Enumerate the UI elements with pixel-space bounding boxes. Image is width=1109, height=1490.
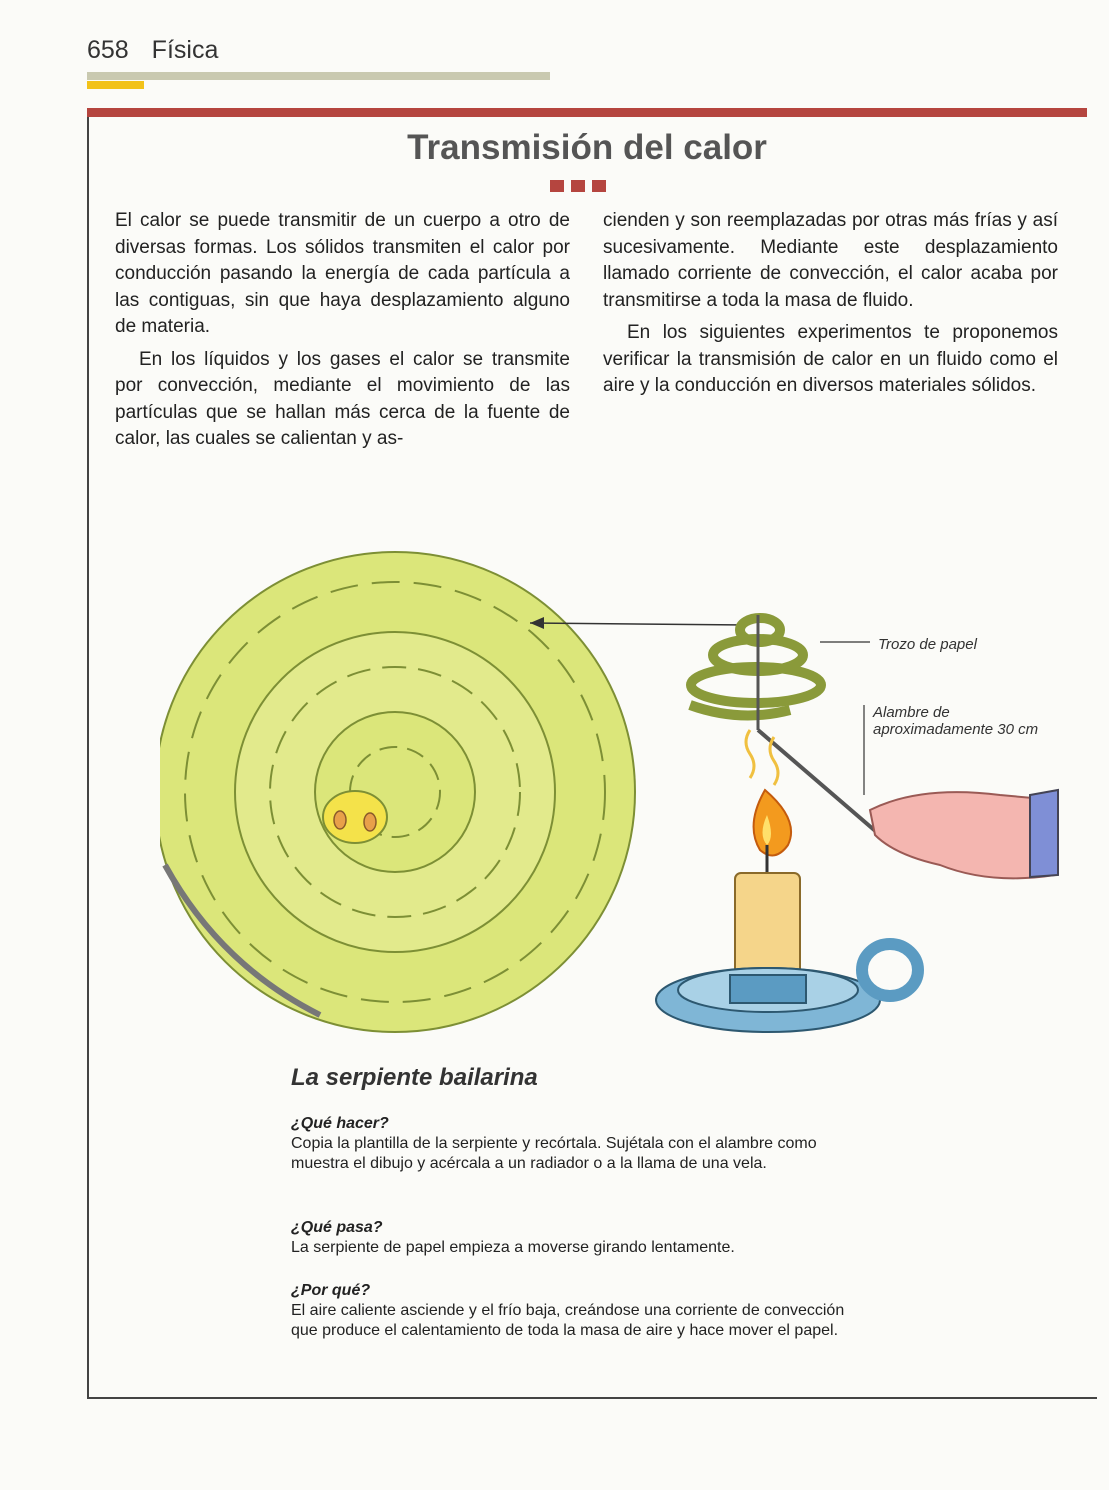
candle <box>735 873 800 983</box>
experiment-illustration <box>160 545 1060 1060</box>
experiment-step <box>291 1281 871 1341</box>
frame-top-border <box>87 108 1087 117</box>
header-accent <box>87 81 144 89</box>
paragraph: En los siguientes experimentos te proponemos verificar la transmisión de calor en un fluido como el aire y la conducción en diversos materiales sólidos. <box>603 322 1058 396</box>
answer: El aire caliente asciende y el frío baja, creándose una corriente de convección que produce el calentamiento de toda la masa de aire y hace mover el papel. <box>291 1302 845 1339</box>
paragraph: En los líquidos y los gases el calor se transmite por convección, mediante el movimiento de las partículas que se hallan más cerca de la fuente de calor, las cuales se calientan y as- <box>115 348 570 449</box>
hand <box>870 790 1058 878</box>
question: ¿Qué hacer? <box>291 1115 389 1132</box>
page-header <box>87 36 218 65</box>
flame <box>754 790 791 855</box>
label-wire: Alambre de aproximadamente 30 cm <box>873 704 1039 738</box>
paragraph: cienden y son reemplazadas por otras más frías y así sucesivamente. Mediante este desplazamiento llamado corriente de convección, el calor acaba por transmitirse a toda la masa de fluido. <box>603 210 1058 311</box>
answer: La serpiente de papel empieza a moverse girando lentamente. <box>291 1239 735 1256</box>
label-paper: Trozo de papel <box>878 636 977 653</box>
question: ¿Qué pasa? <box>291 1219 383 1236</box>
title-ornament <box>550 180 606 192</box>
text-column-1 <box>115 208 570 459</box>
page-title: Transmisión del calor <box>407 128 767 167</box>
paragraph: El calor se puede transmitir de un cuerpo a otro de diversas formas. Los sólidos transmiten el calor por conducción pasando la energía de cada partícula a las contiguas, sin que haya desplazamiento alguno de materia. <box>115 210 570 337</box>
frame-bottom-border <box>87 1397 1097 1399</box>
section-name: Física <box>151 36 219 64</box>
experiment-title: La serpiente bailarina <box>291 1064 538 1091</box>
answer: Copia la plantilla de la serpiente y recórtala. Sujétala con el alambre como muestra el dibujo y acércala a un radiador o a la llama de una vela. <box>291 1135 817 1172</box>
experiment-step <box>291 1114 871 1174</box>
page-number: 658 <box>87 36 129 64</box>
frame-left-border <box>87 117 89 1399</box>
experiment-step <box>291 1218 871 1258</box>
header-rule <box>87 72 550 80</box>
question: ¿Por qué? <box>291 1282 371 1299</box>
heat-wave <box>746 730 754 778</box>
text-column-2 <box>603 208 1058 406</box>
hanging-spiral <box>690 618 821 715</box>
